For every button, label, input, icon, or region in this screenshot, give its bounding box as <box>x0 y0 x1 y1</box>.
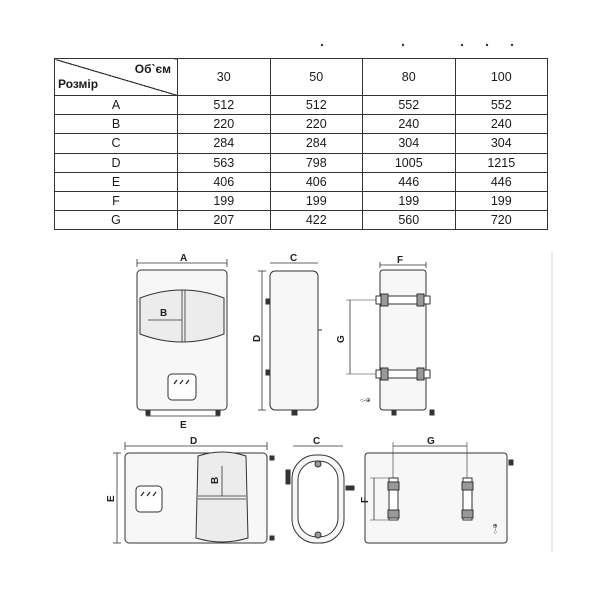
table-header-row <box>55 59 548 96</box>
volume-header: Об`єм <box>134 62 171 76</box>
decorative-dots <box>0 40 600 50</box>
table-cell: 552 <box>455 96 548 115</box>
table-cell: 512 <box>270 96 363 115</box>
table-cell: 199 <box>270 191 363 210</box>
row-label: F <box>55 191 178 210</box>
vertical-back-width-label: F <box>397 255 404 266</box>
table-cell: 563 <box>178 153 271 172</box>
table-row <box>55 191 548 210</box>
table-cell: 798 <box>270 153 363 172</box>
table-cell: 240 <box>455 115 548 134</box>
vertical-front-e-label: E <box>180 420 187 431</box>
column-header: 80 <box>363 59 456 96</box>
table-cell: 406 <box>270 172 363 191</box>
horizontal-back-width-label: G <box>427 436 435 447</box>
table-cell: 240 <box>363 115 456 134</box>
vertical-side-width-label: C <box>290 253 298 264</box>
table-corner-cell <box>55 59 178 96</box>
row-label: E <box>55 172 178 191</box>
table-cell: 1215 <box>455 153 548 172</box>
row-label: C <box>55 134 178 153</box>
table-row <box>55 172 548 191</box>
table-cell: 220 <box>178 115 271 134</box>
table-cell: 1005 <box>363 153 456 172</box>
table-cell: 406 <box>178 172 271 191</box>
column-header: 100 <box>455 59 548 96</box>
vertical-side-height-label: D <box>252 334 263 342</box>
vertical-back-view <box>346 262 434 415</box>
technical-drawings <box>0 245 600 600</box>
horizontal-front-b-label: B <box>210 476 221 484</box>
table-cell: 207 <box>178 211 271 230</box>
table-row <box>55 153 548 172</box>
table-row <box>55 134 548 153</box>
vertical-back-height-label: G <box>336 335 347 343</box>
table-cell: 720 <box>455 211 548 230</box>
dimensions-table <box>54 58 548 230</box>
table-cell: 284 <box>178 134 271 153</box>
table-cell: 284 <box>270 134 363 153</box>
table-cell: 199 <box>363 191 456 210</box>
table-cell: 199 <box>455 191 548 210</box>
horizontal-back-view <box>365 442 513 543</box>
vertical-front-view <box>137 259 227 416</box>
column-header: 50 <box>270 59 363 96</box>
table-row <box>55 211 548 230</box>
horizontal-side-width-label: C <box>313 436 321 447</box>
row-label: A <box>55 96 178 115</box>
table-cell: 304 <box>455 134 548 153</box>
horizontal-front-width-label: D <box>190 436 198 447</box>
table-row <box>55 115 548 134</box>
horizontal-back-mark: ○‑⊕ <box>493 523 499 534</box>
horizontal-front-height-label: E <box>106 495 117 502</box>
row-label: B <box>55 115 178 134</box>
table-cell: 512 <box>178 96 271 115</box>
column-header: 30 <box>178 59 271 96</box>
table-cell: 552 <box>363 96 456 115</box>
horizontal-front-view <box>113 442 274 543</box>
size-header: Розмір <box>58 77 99 91</box>
table-cell: 446 <box>455 172 548 191</box>
horizontal-side-view <box>286 446 354 543</box>
horizontal-back-height-label: F <box>360 496 371 503</box>
table-row <box>55 96 548 115</box>
table-cell: 422 <box>270 211 363 230</box>
table-cell: 446 <box>363 172 456 191</box>
vertical-back-mark: ○‑⊕ <box>360 398 371 404</box>
table-cell: 560 <box>363 211 456 230</box>
table-cell: 220 <box>270 115 363 134</box>
vertical-front-b-label: B <box>160 308 168 319</box>
table-cell: 304 <box>363 134 456 153</box>
vertical-side-view <box>258 263 322 415</box>
row-label: D <box>55 153 178 172</box>
vertical-front-width-label: A <box>180 253 188 264</box>
table-cell: 199 <box>178 191 271 210</box>
row-label: G <box>55 211 178 230</box>
